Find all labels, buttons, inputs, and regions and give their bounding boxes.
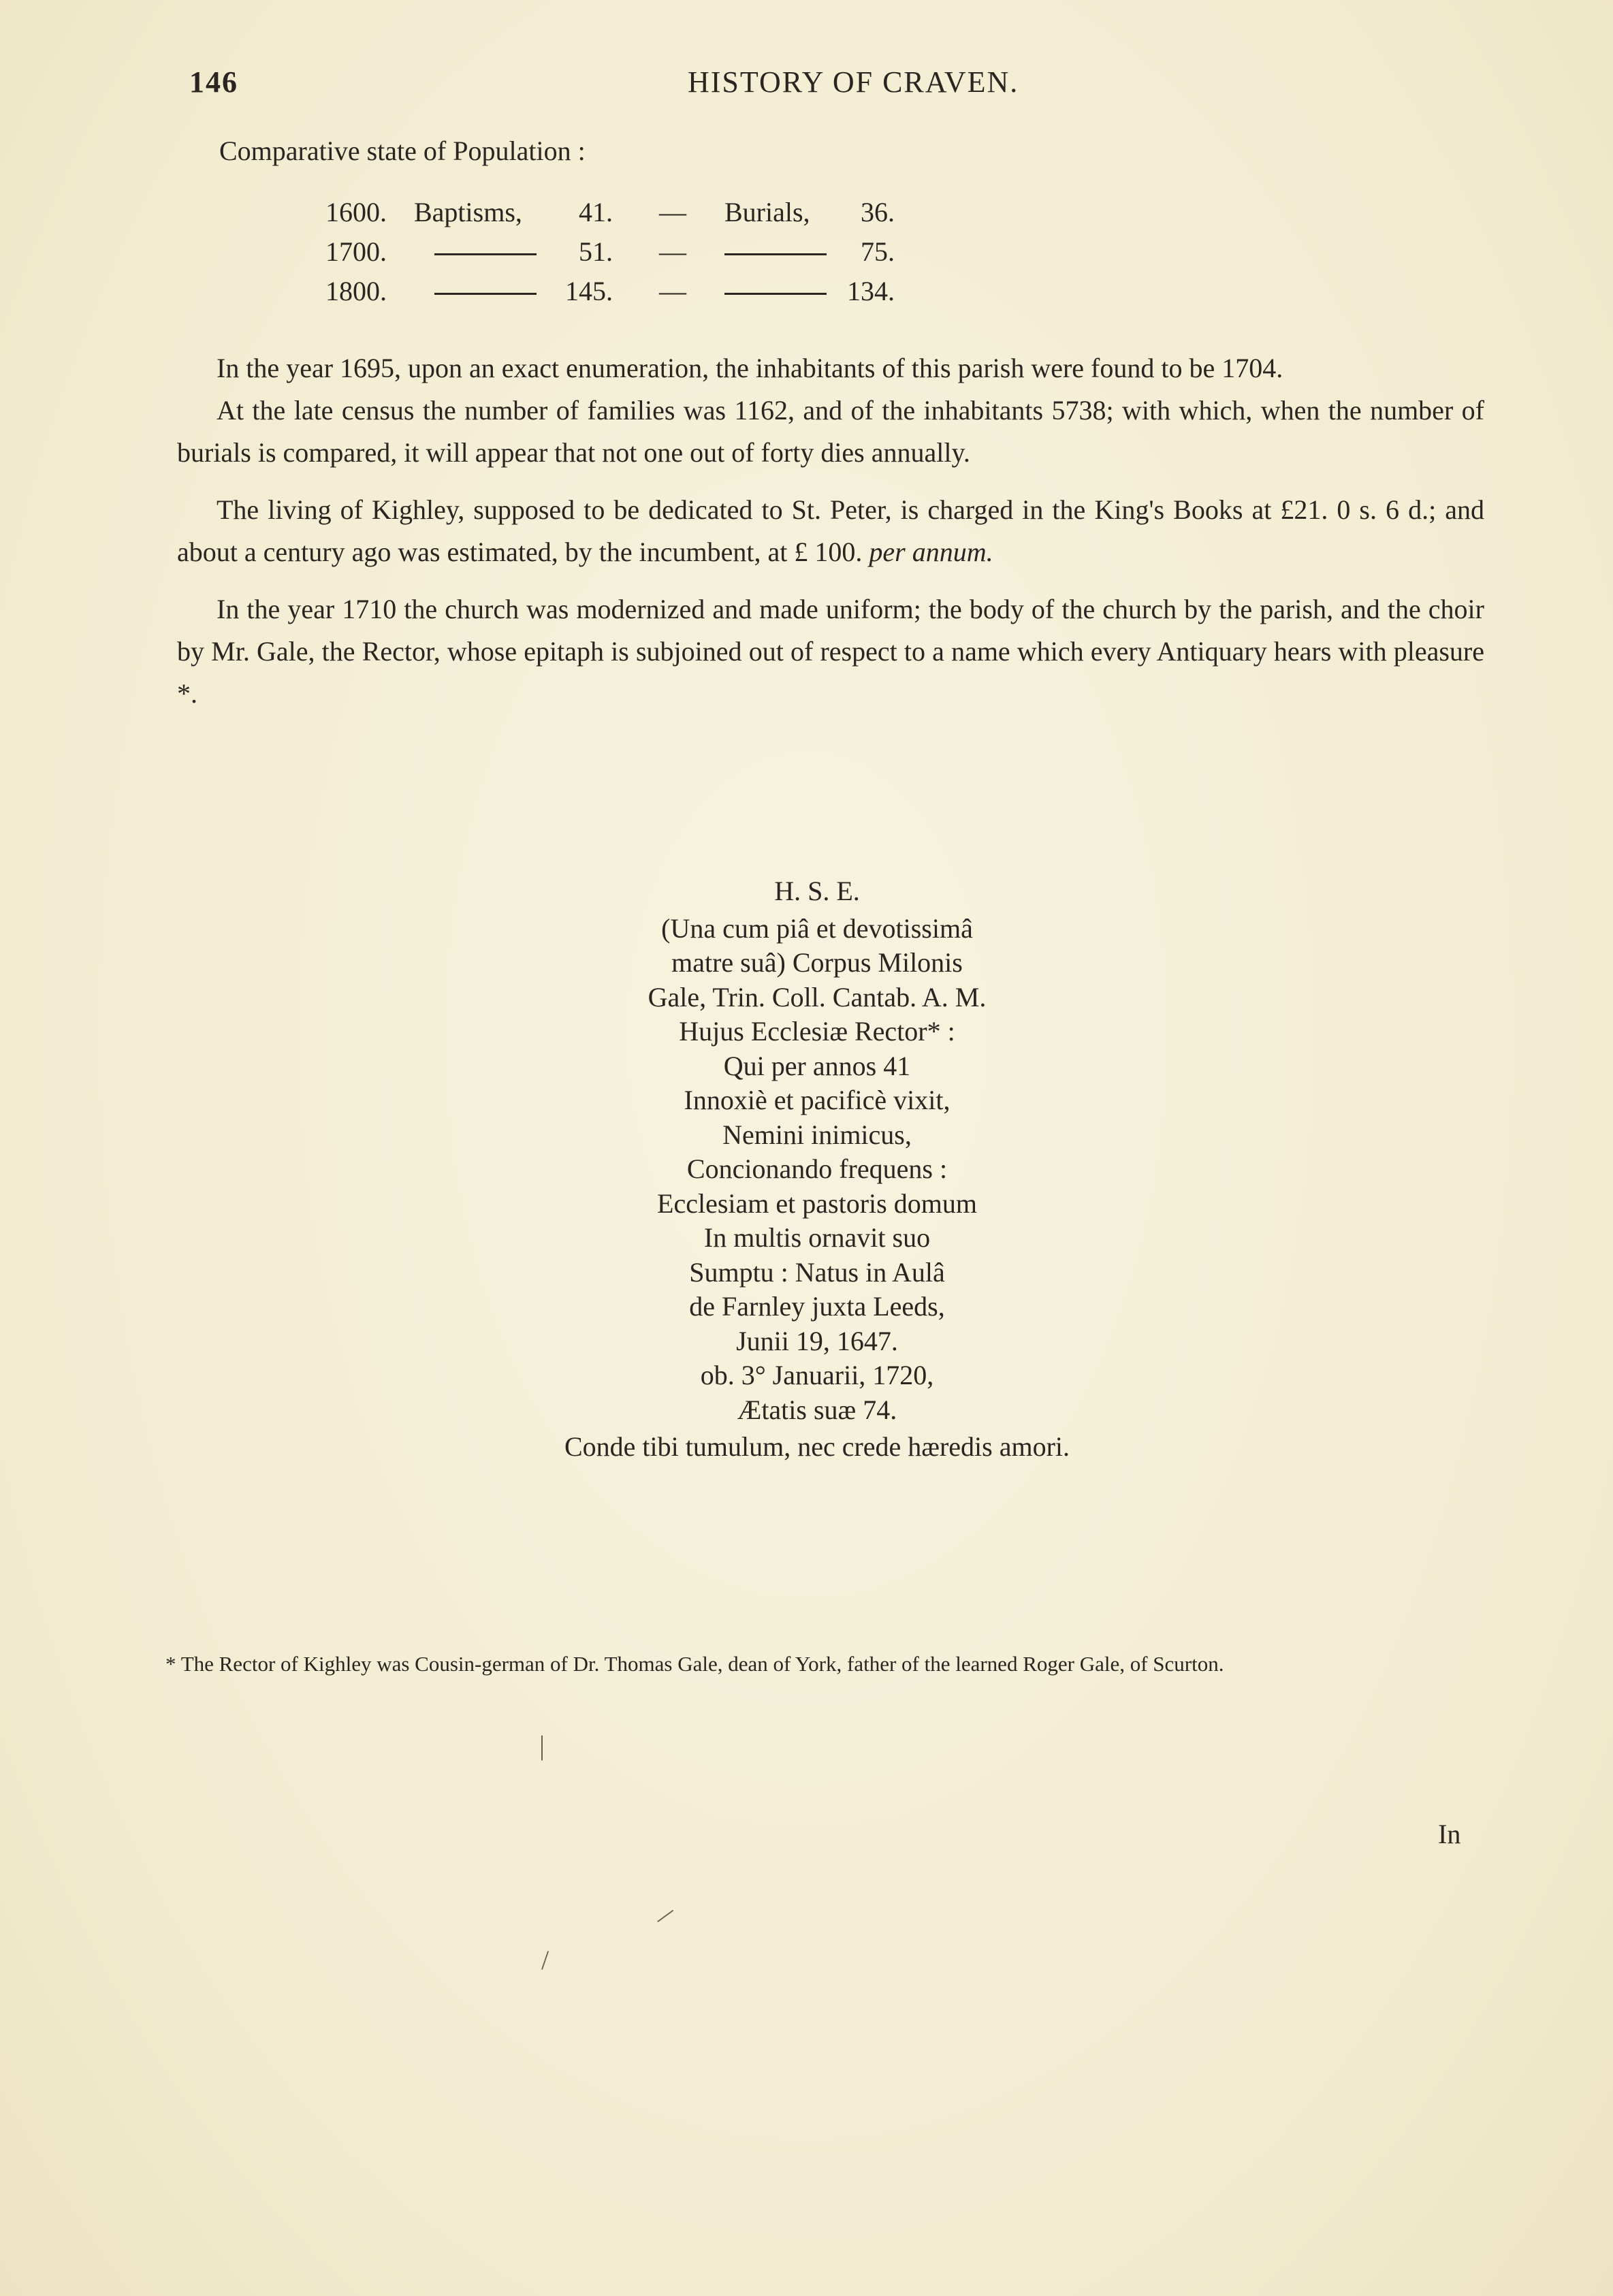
ink-speck: / <box>541 1945 549 1975</box>
epitaph-line: H. S. E. <box>774 876 860 906</box>
baptisms-label: Baptisms, <box>414 197 522 227</box>
epitaph-line: Sumptu : Natus in Aulâ <box>689 1256 945 1288</box>
page-number: 146 <box>189 65 238 99</box>
paragraph-living <box>177 489 1484 573</box>
year-cell: 1800. <box>325 276 387 306</box>
ditto-rule <box>434 275 537 307</box>
epitaph-line: (Una cum piâ et devotissimâ <box>661 912 973 944</box>
baptisms-value: 51. <box>579 236 613 267</box>
epitaph-line: Innoxiè et pacificè vixit, <box>684 1085 951 1115</box>
baptisms-value: 145. <box>565 276 613 306</box>
population-row-1600 <box>325 196 938 236</box>
epitaph <box>436 874 1198 1465</box>
living-text: The living of Kighley, supposed to be dedicated to St. Peter, is charged in the King's Books at £21. 0 s. 6 d.; and about a century ago was estimated, by the incumbent, at £ 100. <box>177 494 1484 567</box>
separator-dash: — <box>659 236 686 267</box>
paragraph-census: At the late census the number of families was 1162, and of the inhabitants 5738; with which, when the number of burials is compared, it will appear that not one out of forty dies annually. <box>177 395 1484 468</box>
burials-label: Burials, <box>724 197 810 227</box>
population-row-1700 <box>325 236 938 275</box>
epitaph-line: Hujus Ecclesiæ Rector* : <box>679 1016 955 1047</box>
epitaph-line: In multis ornavit suo <box>703 1222 931 1253</box>
separator-dash: — <box>659 276 686 306</box>
epitaph-line: Ætatis suæ 74. <box>737 1394 897 1425</box>
running-header <box>184 65 1409 112</box>
burials-value: 36. <box>861 197 895 227</box>
burials-value: 134. <box>847 276 895 306</box>
population-heading: Comparative state of Population : <box>219 135 586 166</box>
epitaph-line: Junii 19, 1647. <box>736 1325 898 1356</box>
epitaph-closing-line: Conde tibi tumulum, nec crede hæredis amori. <box>564 1431 1070 1462</box>
ditto-rule <box>724 236 827 268</box>
paragraph-enumeration: In the year 1695, upon an exact enumeration, the inhabitants of this parish were found to be 1704. <box>217 353 1283 383</box>
running-title: HISTORY OF CRAVEN. <box>688 65 1019 99</box>
ink-speck: | <box>539 1730 545 1761</box>
ditto-rule <box>434 236 537 268</box>
ink-speck: / <box>654 1900 678 1931</box>
body-paragraphs <box>177 347 1484 715</box>
epitaph-line: Ecclesiam et pastoris domum <box>657 1187 977 1219</box>
year-cell: 1600. <box>325 197 387 227</box>
epitaph-line: Gale, Trin. Coll. Cantab. A. M. <box>648 981 987 1013</box>
epitaph-line: de Farnley juxta Leeds, <box>689 1291 945 1322</box>
year-cell: 1700. <box>325 236 387 267</box>
burials-value: 75. <box>861 236 895 267</box>
separator-dash: — <box>659 197 686 227</box>
epitaph-line: Nemini inimicus, <box>722 1119 912 1150</box>
catchword: In <box>1438 1819 1461 1849</box>
epitaph-line: ob. 3° Januarii, 1720, <box>700 1360 934 1390</box>
ditto-rule <box>724 275 827 307</box>
paragraph-church: In the year 1710 the church was modernized and made uniform; the body of the church by the parish, and the choir by Mr. Gale, the Rector, whose epitaph is subjoined out of respect to a name which every Antiquary hears with pleasure *. <box>177 594 1484 709</box>
population-row-1800 <box>325 275 938 315</box>
population-table <box>325 196 938 315</box>
footnote: * The Rector of Kighley was Cousin-german of Dr. Thomas Gale, dean of York, father of the learned Roger Gale, of Scurton. <box>165 1652 1224 1676</box>
baptisms-value: 41. <box>579 197 613 227</box>
epitaph-line: Qui per annos 41 <box>723 1050 911 1081</box>
epitaph-line: Concionando frequens : <box>686 1153 948 1184</box>
living-italic: per annum. <box>869 537 993 567</box>
epitaph-line: matre suâ) Corpus Milonis <box>671 947 963 978</box>
